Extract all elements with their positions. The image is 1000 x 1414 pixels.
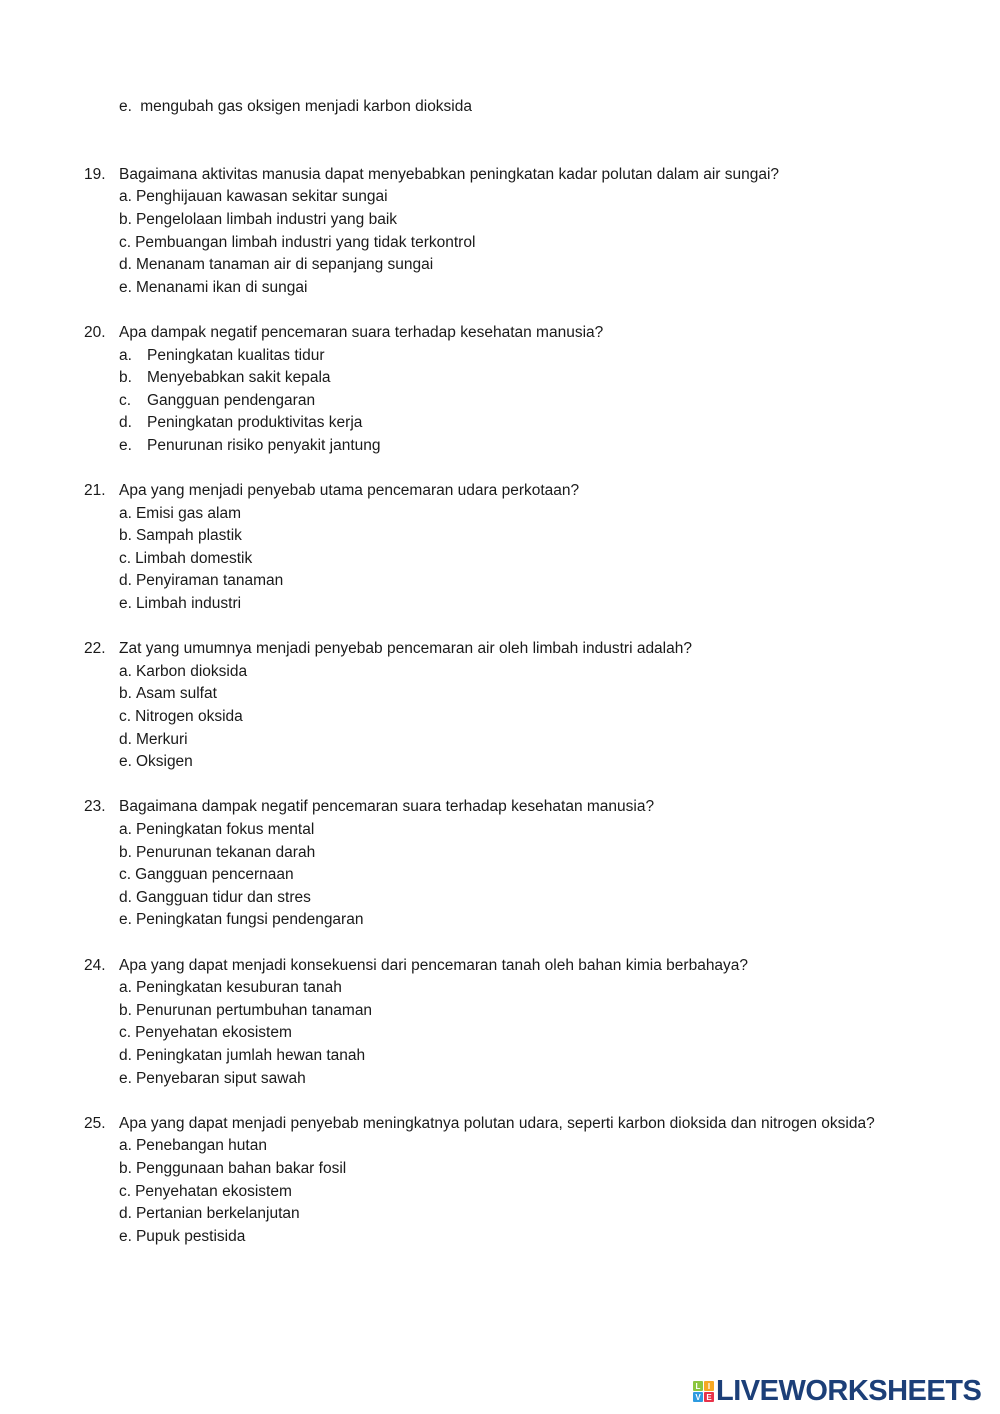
option-item[interactable] xyxy=(84,909,904,932)
option-text: Limbah industri xyxy=(135,595,242,613)
option-label: b. xyxy=(119,210,132,228)
question-19 xyxy=(84,164,904,300)
option-label: b. xyxy=(119,527,132,545)
option-text: Nitrogen oksida xyxy=(135,708,243,726)
option-label: e. xyxy=(119,278,132,296)
logo-tiles-icon xyxy=(693,1381,714,1402)
option-label: d. xyxy=(119,1205,132,1223)
option-text: Gangguan tidur dan stres xyxy=(135,888,311,906)
option-item[interactable] xyxy=(84,570,904,593)
option-label: e. xyxy=(119,1227,132,1245)
option-text: Menyebabkan sakit kepala xyxy=(147,369,331,387)
question-number: 23. xyxy=(84,798,106,816)
option-item[interactable] xyxy=(84,367,904,390)
option-item[interactable] xyxy=(84,345,904,368)
question-number: 25. xyxy=(84,1114,106,1132)
option-label: e. xyxy=(119,1069,132,1087)
option-item[interactable] xyxy=(84,593,904,616)
option-text: Sampah plastik xyxy=(135,527,242,545)
question-number: 21. xyxy=(84,482,106,500)
option-item[interactable] xyxy=(84,1181,904,1204)
option-item[interactable] xyxy=(84,977,904,1000)
option-label: b. xyxy=(119,1159,132,1177)
question-text: Bagaimana dampak negatif pencemaran suara terhadap kesehatan manusia? xyxy=(119,798,655,816)
question-list xyxy=(84,164,904,1249)
option-label: c. xyxy=(119,391,132,409)
question-line xyxy=(84,164,904,187)
option-label: b. xyxy=(119,843,132,861)
option-text: Peningkatan produktivitas kerja xyxy=(147,414,363,432)
option-item[interactable] xyxy=(84,390,904,413)
option-label: b. xyxy=(119,1001,132,1019)
question-number: 20. xyxy=(84,323,106,341)
question-line xyxy=(84,638,904,661)
option-text: Gangguan pencernaan xyxy=(135,866,294,884)
option-text: Karbon dioksida xyxy=(135,662,248,680)
option-text: Penghijauan kawasan sekitar sungai xyxy=(135,188,388,206)
option-item[interactable] xyxy=(84,1045,904,1068)
question-24 xyxy=(84,955,904,1091)
option-label: e. xyxy=(119,753,132,771)
question-line xyxy=(84,796,904,819)
option-text: mengubah gas oksigen menjadi karbon dioksida xyxy=(140,98,472,115)
option-item[interactable] xyxy=(84,661,904,684)
option-item[interactable] xyxy=(84,254,904,277)
option-text: Penebangan hutan xyxy=(135,1137,267,1155)
option-label: a. xyxy=(119,662,132,680)
option-label: a. xyxy=(119,346,132,364)
option-text: Peningkatan fungsi pendengaran xyxy=(135,911,364,929)
option-label: d. xyxy=(119,888,132,906)
option-item[interactable] xyxy=(84,1135,904,1158)
question-23 xyxy=(84,796,904,932)
logo-tile: V xyxy=(693,1392,703,1402)
option-item[interactable] xyxy=(84,729,904,752)
question-22 xyxy=(84,638,904,774)
option-text: Peningkatan kualitas tidur xyxy=(147,346,325,364)
option-text: Penyehatan ekosistem xyxy=(135,1182,292,1200)
option-text: Pengelolaan limbah industri yang baik xyxy=(135,210,398,228)
option-item[interactable] xyxy=(84,435,904,458)
option-text: Limbah domestik xyxy=(135,549,253,567)
option-text: Penurunan tekanan darah xyxy=(135,843,316,861)
option-text: Penyiraman tanaman xyxy=(135,572,284,590)
option-item[interactable] xyxy=(84,1158,904,1181)
option-text: Emisi gas alam xyxy=(135,504,242,522)
logo-text: LIVEWORKSHEETS xyxy=(716,1375,982,1407)
option-label: d. xyxy=(119,414,132,432)
option-item[interactable] xyxy=(84,1068,904,1091)
option-item[interactable] xyxy=(84,842,904,865)
question-20 xyxy=(84,322,904,458)
option-text: Penggunaan bahan bakar fosil xyxy=(135,1159,347,1177)
option-label: e. xyxy=(119,595,132,613)
option-text: Pertanian berkelanjutan xyxy=(135,1205,300,1223)
option-text: Merkuri xyxy=(135,730,188,748)
option-label: c. xyxy=(119,1024,132,1042)
carried-option xyxy=(84,96,904,119)
option-label: d. xyxy=(119,256,132,274)
option-text: Penurunan pertumbuhan tanaman xyxy=(135,1001,373,1019)
option-label: c. xyxy=(119,708,132,726)
question-text: Apa dampak negatif pencemaran suara terhadap kesehatan manusia? xyxy=(119,323,604,341)
option-label: c. xyxy=(119,549,132,567)
question-text: Apa yang dapat menjadi penyebab meningkatnya polutan udara, seperti karbon dioksida dan nitrogen oksida? xyxy=(119,1114,875,1132)
option-label: a. xyxy=(119,1137,132,1155)
option-text: Menanam tanaman air di sepanjang sungai xyxy=(135,256,434,274)
option-item[interactable] xyxy=(84,706,904,729)
question-text: Apa yang menjadi penyebab utama pencemaran udara perkotaan? xyxy=(119,482,580,500)
option-text: Pupuk pestisida xyxy=(135,1227,246,1245)
option-text: Peningkatan fokus mental xyxy=(135,821,315,838)
question-number: 22. xyxy=(84,640,106,658)
option-label: a. xyxy=(119,821,132,838)
option-label: b. xyxy=(119,369,132,387)
logo-tile: L xyxy=(693,1381,703,1391)
option-text: Penyebaran siput sawah xyxy=(135,1069,306,1087)
option-text: Peningkatan jumlah hewan tanah xyxy=(135,1046,366,1064)
logo-tile: E xyxy=(704,1392,714,1402)
option-item[interactable] xyxy=(84,186,904,209)
question-text: Zat yang umumnya menjadi penyebab pencemaran air oleh limbah industri adalah? xyxy=(119,640,692,658)
option-item[interactable] xyxy=(84,525,904,548)
question-line xyxy=(84,955,904,978)
liveworksheets-logo xyxy=(693,1375,981,1408)
option-item[interactable] xyxy=(84,1203,904,1226)
option-item[interactable] xyxy=(84,548,904,571)
option-text: Menanami ikan di sungai xyxy=(135,278,308,296)
option-text: Oksigen xyxy=(135,753,193,771)
question-text: Bagaimana aktivitas manusia dapat menyebabkan peningkatan kadar polutan dalam air sungai? xyxy=(119,165,780,183)
option-text: Gangguan pendengaran xyxy=(147,391,316,409)
option-label: a. xyxy=(119,188,132,206)
option-label: d. xyxy=(119,1046,132,1064)
option-text: Asam sulfat xyxy=(135,685,217,703)
option-label: a. xyxy=(119,979,132,997)
option-text: Peningkatan kesuburan tanah xyxy=(135,979,342,997)
logo-tile: I xyxy=(704,1381,714,1391)
option-label: c. xyxy=(119,866,132,884)
option-text: Penyehatan ekosistem xyxy=(135,1024,292,1042)
option-label: e. xyxy=(119,911,132,929)
option-item[interactable] xyxy=(84,412,904,435)
option-item[interactable] xyxy=(84,209,904,232)
question-line xyxy=(84,322,904,345)
question-line xyxy=(84,480,904,503)
question-text: Apa yang dapat menjadi konsekuensi dari pencemaran tanah oleh bahan kimia berbahaya? xyxy=(119,956,749,974)
question-25 xyxy=(84,1113,904,1249)
option-text: Penurunan risiko penyakit jantung xyxy=(147,436,381,454)
question-number: 19. xyxy=(84,165,106,183)
option-item[interactable] xyxy=(84,683,904,706)
option-label: d. xyxy=(119,572,132,590)
option-item[interactable] xyxy=(84,503,904,526)
option-item[interactable] xyxy=(84,887,904,910)
option-item[interactable] xyxy=(84,232,904,255)
option-text: Pembuangan limbah industri yang tidak terkontrol xyxy=(135,233,476,251)
option-item[interactable] xyxy=(84,751,904,774)
question-number: 24. xyxy=(84,956,106,974)
option-item[interactable] xyxy=(84,1022,904,1045)
question-line xyxy=(84,1113,904,1136)
option-label: c. xyxy=(119,233,132,251)
option-label: d. xyxy=(119,730,132,748)
option-label: e. xyxy=(119,98,132,115)
option-label: c. xyxy=(119,1182,132,1200)
option-item[interactable] xyxy=(84,864,904,887)
option-label: b. xyxy=(119,685,132,703)
option-label: a. xyxy=(119,504,132,522)
option-item[interactable] xyxy=(84,1000,904,1023)
option-item[interactable] xyxy=(84,819,904,842)
option-label: e. xyxy=(119,436,132,454)
option-item[interactable] xyxy=(84,277,904,300)
worksheet-page xyxy=(84,96,904,1271)
question-21 xyxy=(84,480,904,616)
option-item[interactable] xyxy=(84,1226,904,1249)
